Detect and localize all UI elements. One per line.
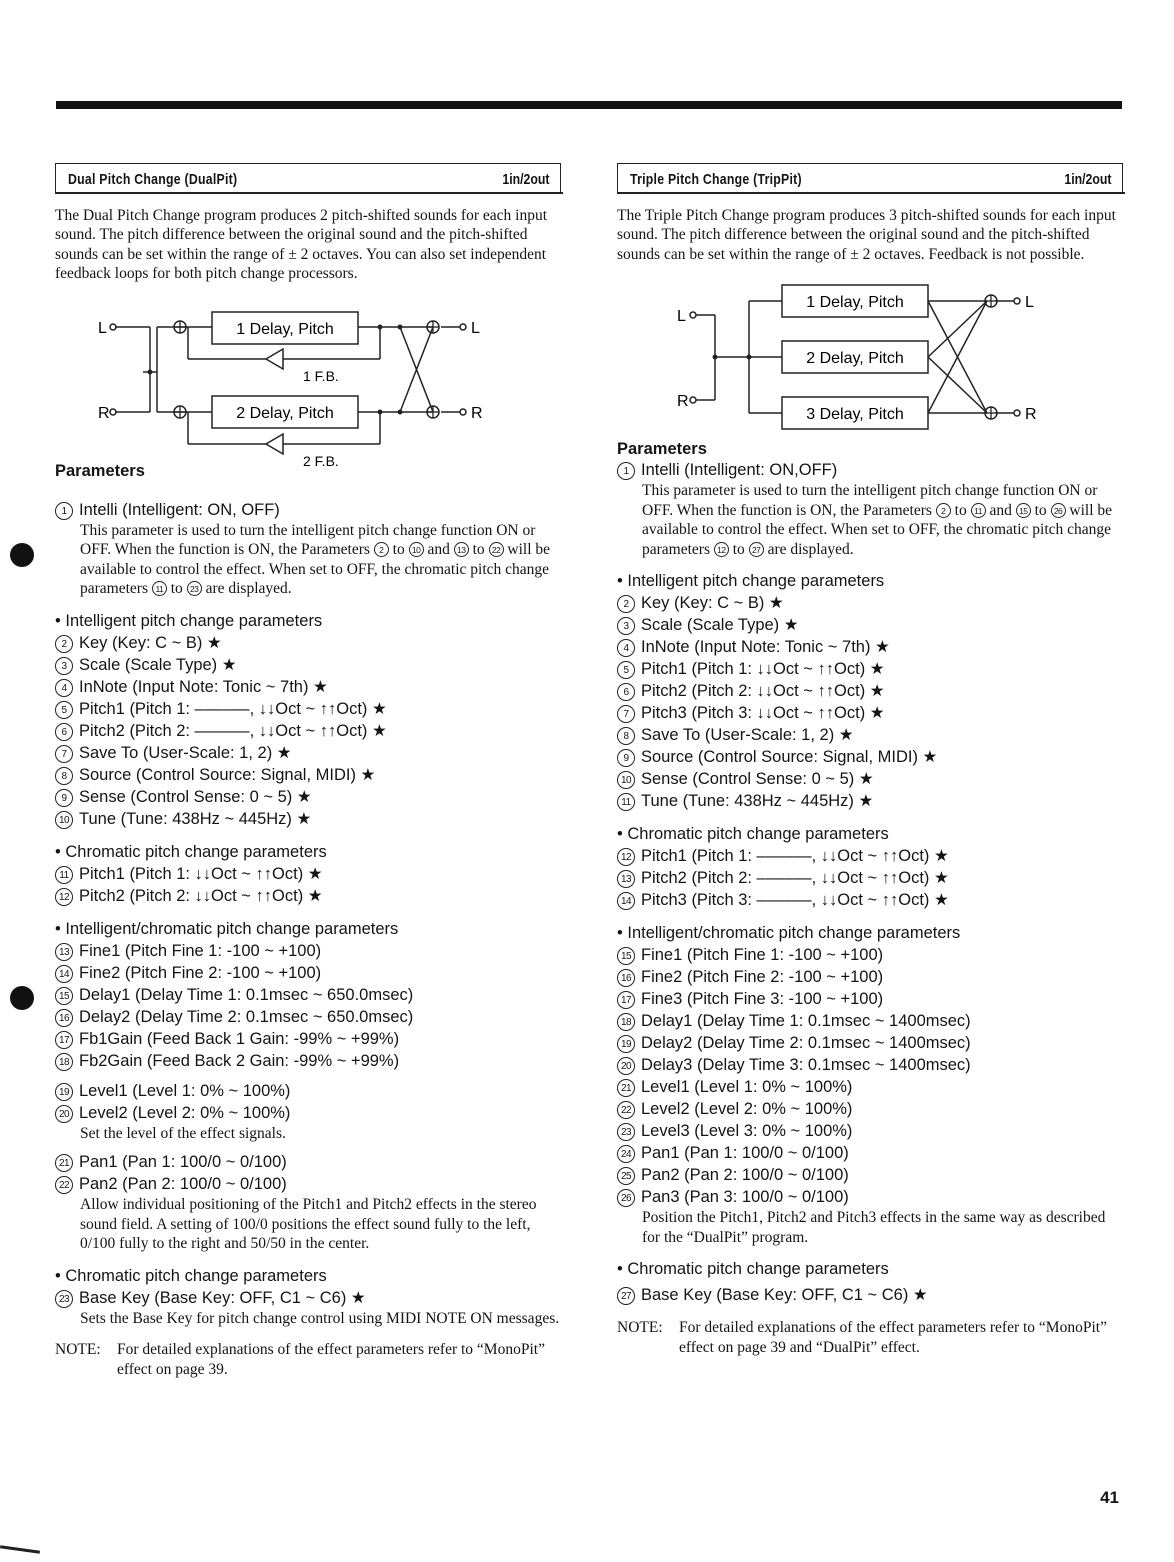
dual-param-12: 12 Pitch2 (Pitch 2: ↓↓Oct ~ ↑↑Oct) ★ bbox=[55, 885, 561, 907]
trippit-intro: The Triple Pitch Change program produces 3 pitch-shifted sounds for each input sound. The pitch difference between the original sound and the pitch-shifted sounds can be set within the range of ± 2 octaves. Feedback is not possible. bbox=[617, 206, 1116, 263]
dual-intelligent-heading: • Intelligent pitch change parameters bbox=[55, 611, 323, 630]
binder-hole-mark bbox=[10, 543, 34, 567]
trip-param-24: 24 Pan1 (Pan 1: 100/0 ~ 0/100) bbox=[617, 1142, 1123, 1164]
trip-param-27: 27 Base Key (Base Key: OFF, C1 ~ C6) ★ bbox=[617, 1284, 1123, 1306]
trippit-title: Triple Pitch Change (TripPit) bbox=[630, 171, 802, 188]
dual-param-15: 15 Delay1 (Delay Time 1: 0.1msec ~ 650.0msec) bbox=[55, 984, 561, 1006]
dual-out-l: L bbox=[471, 319, 480, 337]
trip-param-8: 8 Save To (User-Scale: 1, 2) ★ bbox=[617, 724, 1123, 746]
dual-param-8: 8 Source (Control Source: Signal, MIDI) ★ bbox=[55, 764, 561, 786]
dual-param-1-desc: This parameter is used to turn the intelligent pitch change function ON or OFF. When the function is ON, the Parameters 2 to 10 and 13 to 22 will be available to control the effect. When set to OFF, the chromatic pitch change parameters 11 to 23 are displayed. bbox=[80, 521, 551, 597]
binder-hole-mark bbox=[10, 986, 34, 1010]
trippit-diagram bbox=[617, 276, 1123, 442]
dual-note bbox=[55, 1340, 561, 1379]
trip-in-l: L bbox=[677, 308, 686, 325]
trip-chromatic-heading-2: • Chromatic pitch change parameters bbox=[617, 1260, 889, 1278]
dual-fb2-label: 2 F.B. bbox=[303, 452, 339, 469]
trip-param-17: 17 Fine3 (Pitch Fine 3: -100 ~ +100) bbox=[617, 988, 1123, 1010]
top-rule bbox=[56, 101, 1122, 109]
trip-param-7: 7 Pitch3 (Pitch 3: ↓↓Oct ~ ↑↑Oct) ★ bbox=[617, 702, 1123, 724]
dual-param-19: 19 Level1 (Level 1: 0% ~ 100%) bbox=[55, 1080, 561, 1102]
trip-out-l: L bbox=[1025, 294, 1034, 311]
dual-param-5: 5 Pitch1 (Pitch 1: ––––––, ↓↓Oct ~ ↑↑Oct) ★ bbox=[55, 698, 561, 720]
trip-param-16: 16 Fine2 (Pitch Fine 2: -100 ~ +100) bbox=[617, 966, 1123, 988]
trip-out-r: R bbox=[1025, 406, 1037, 423]
dual-chromatic-heading-2: • Chromatic pitch change parameters bbox=[55, 1266, 327, 1285]
trippit-header bbox=[617, 163, 1123, 192]
trip-pan-desc: Position the Pitch1, Pitch2 and Pitch3 effects in the same way as described for the “DualPit” program. bbox=[642, 1209, 1106, 1246]
dual-chromatic-heading: • Chromatic pitch change parameters bbox=[55, 842, 327, 861]
dualpit-io: 1in/2out bbox=[502, 171, 550, 188]
output-terminal-icon bbox=[460, 324, 466, 330]
trip-param-14: 14 Pitch3 (Pitch 3: ––––––, ↓↓Oct ~ ↑↑Oct) ★ bbox=[617, 889, 1123, 911]
trip-chromatic-heading: • Chromatic pitch change parameters bbox=[617, 825, 889, 843]
dual-param-18: 18 Fb2Gain (Feed Back 2 Gain: -99% ~ +99%) bbox=[55, 1050, 561, 1072]
trip-param-6: 6 Pitch2 (Pitch 2: ↓↓Oct ~ ↑↑Oct) ★ bbox=[617, 680, 1123, 702]
trip-param-18: 18 Delay1 (Delay Time 1: 0.1msec ~ 1400msec) bbox=[617, 1010, 1123, 1032]
trip-param-1-desc: This parameter is used to turn the intelligent pitch change function ON or OFF. When the function is ON, the Parameters 2 to 11 and 15 to 26 will be available to control the effect. When set to OFF, the chromatic pitch change parameters 12 to 27 are displayed. bbox=[642, 482, 1113, 558]
trip-param-26: 26 Pan3 (Pan 3: 100/0 ~ 0/100) bbox=[617, 1186, 1123, 1208]
trip-param-10: 10 Sense (Control Sense: 0 ~ 5) ★ bbox=[617, 768, 1123, 790]
dual-param-2: 2 Key (Key: C ~ B) ★ bbox=[55, 632, 561, 654]
trip-param-3: 3 Scale (Scale Type) ★ bbox=[617, 614, 1123, 636]
dual-param-9: 9 Sense (Control Sense: 0 ~ 5) ★ bbox=[55, 786, 561, 808]
trip-param-9: 9 Source (Control Source: Signal, MIDI) ★ bbox=[617, 746, 1123, 768]
input-terminal-icon bbox=[690, 397, 696, 403]
dual-param-13: 13 Fine1 (Pitch Fine 1: -100 ~ +100) bbox=[55, 940, 561, 962]
dual-param-14: 14 Fine2 (Pitch Fine 2: -100 ~ +100) bbox=[55, 962, 561, 984]
dual-block-1-label: 1 Delay, Pitch bbox=[236, 320, 334, 338]
input-terminal-icon bbox=[690, 312, 696, 318]
trip-param-2: 2 Key (Key: C ~ B) ★ bbox=[617, 592, 1123, 614]
output-terminal-icon bbox=[460, 409, 466, 415]
trip-param-21: 21 Level1 (Level 1: 0% ~ 100%) bbox=[617, 1076, 1123, 1098]
output-terminal-icon bbox=[1014, 298, 1020, 304]
dual-param-1: 1 Intelli (Intelligent: ON, OFF) bbox=[55, 499, 561, 521]
dual-level-desc: Set the level of the effect signals. bbox=[80, 1124, 286, 1142]
dual-out-r: R bbox=[471, 404, 483, 422]
page-number: 41 bbox=[1100, 1488, 1119, 1507]
trip-param-19: 19 Delay2 (Delay Time 2: 0.1msec ~ 1400msec) bbox=[617, 1032, 1123, 1054]
header-rule bbox=[617, 192, 1125, 194]
dual-pan-desc: Allow individual positioning of the Pitch1 and Pitch2 effects in the stereo sound field. A setting of 100/0 positions the effect sound fully to the left, 0/100 fully to the right and 50/50 in the center. bbox=[80, 1196, 537, 1252]
dual-param-6: 6 Pitch2 (Pitch 2: ––––––, ↓↓Oct ~ ↑↑Oct) ★ bbox=[55, 720, 561, 742]
trip-param-22: 22 Level2 (Level 2: 0% ~ 100%) bbox=[617, 1098, 1123, 1120]
dual-in-l: L bbox=[98, 319, 107, 337]
trippit-parameters-heading: Parameters bbox=[617, 440, 707, 458]
trip-param-5: 5 Pitch1 (Pitch 1: ↓↓Oct ~ ↑↑Oct) ★ bbox=[617, 658, 1123, 680]
dual-ic-heading: • Intelligent/chromatic pitch change parameters bbox=[55, 919, 399, 938]
trippit-io: 1in/2out bbox=[1064, 171, 1112, 188]
header-rule bbox=[55, 192, 563, 194]
dual-fb1-label: 1 F.B. bbox=[303, 367, 339, 384]
dualpit-parameters-heading: Parameters bbox=[55, 461, 145, 480]
feedback-amp-icon bbox=[266, 349, 283, 369]
trip-param-13: 13 Pitch2 (Pitch 2: ––––––, ↓↓Oct ~ ↑↑Oct) ★ bbox=[617, 867, 1123, 889]
trip-param-12: 12 Pitch1 (Pitch 1: ––––––, ↓↓Oct ~ ↑↑Oct) ★ bbox=[617, 845, 1123, 867]
dual-in-r: R bbox=[98, 404, 110, 422]
trip-param-1: 1 Intelli (Intelligent: ON,OFF) bbox=[617, 459, 1123, 481]
trip-block-2-label: 2 Delay, Pitch bbox=[806, 350, 904, 367]
trip-param-23: 23 Level3 (Level 3: 0% ~ 100%) bbox=[617, 1120, 1123, 1142]
dual-param-16: 16 Delay2 (Delay Time 2: 0.1msec ~ 650.0msec) bbox=[55, 1006, 561, 1028]
dual-param-7: 7 Save To (User-Scale: 1, 2) ★ bbox=[55, 742, 561, 764]
output-terminal-icon bbox=[1014, 410, 1020, 416]
dual-param-23: 23 Base Key (Base Key: OFF, C1 ~ C6) ★ bbox=[55, 1287, 561, 1309]
feedback-amp-icon bbox=[266, 434, 283, 454]
dual-param-10: 10 Tune (Tune: 438Hz ~ 445Hz) ★ bbox=[55, 808, 561, 830]
dual-note-text: For detailed explanations of the effect parameters refer to “MonoPit” effect on page 39. bbox=[117, 1341, 545, 1378]
dual-basekey-desc: Sets the Base Key for pitch change control using MIDI NOTE ON messages. bbox=[80, 1309, 560, 1327]
trip-param-11: 11 Tune (Tune: 438Hz ~ 445Hz) ★ bbox=[617, 790, 1123, 812]
dual-block-2-label: 2 Delay, Pitch bbox=[236, 404, 334, 422]
dualpit-intro: The Dual Pitch Change program produces 2 pitch-shifted sounds for each input sound. The pitch difference between the original sound and the pitch-shifted sounds can be set within the range of ± 2 octaves. You can also set independent feedback loops for both pitch change processors. bbox=[55, 206, 548, 282]
dualpit-title: Dual Pitch Change (DualPit) bbox=[68, 171, 238, 188]
trip-note-text: For detailed explanations of the effect parameters refer to “MonoPit” effect on page 39 and “DualPit” effect. bbox=[679, 1319, 1107, 1356]
trip-param-25: 25 Pan2 (Pan 2: 100/0 ~ 0/100) bbox=[617, 1164, 1123, 1186]
dualpit-header bbox=[55, 163, 561, 192]
trip-note-label: NOTE: bbox=[617, 1319, 663, 1336]
trip-block-3-label: 3 Delay, Pitch bbox=[806, 406, 904, 423]
trip-block-1-label: 1 Delay, Pitch bbox=[806, 294, 904, 311]
dual-param-22: 22 Pan2 (Pan 2: 100/0 ~ 0/100) bbox=[55, 1173, 561, 1195]
dual-param-20: 20 Level2 (Level 2: 0% ~ 100%) bbox=[55, 1102, 561, 1124]
scan-mark bbox=[0, 1545, 40, 1554]
dual-param-11: 11 Pitch1 (Pitch 1: ↓↓Oct ~ ↑↑Oct) ★ bbox=[55, 863, 561, 885]
dualpit-diagram bbox=[55, 294, 561, 474]
dualpit-column bbox=[55, 163, 561, 1379]
dual-param-3: 3 Scale (Scale Type) ★ bbox=[55, 654, 561, 676]
dual-param-21: 21 Pan1 (Pan 1: 100/0 ~ 0/100) bbox=[55, 1151, 561, 1173]
trip-note bbox=[617, 1318, 1123, 1357]
trip-in-r: R bbox=[677, 393, 689, 410]
trip-ic-heading: • Intelligent/chromatic pitch change parameters bbox=[617, 924, 961, 942]
dual-param-4: 4 InNote (Input Note: Tonic ~ 7th) ★ bbox=[55, 676, 561, 698]
trippit-column bbox=[617, 163, 1123, 1357]
trip-param-4: 4 InNote (Input Note: Tonic ~ 7th) ★ bbox=[617, 636, 1123, 658]
dual-note-label: NOTE: bbox=[55, 1341, 101, 1358]
dual-param-17: 17 Fb1Gain (Feed Back 1 Gain: -99% ~ +99%) bbox=[55, 1028, 561, 1050]
trip-param-20: 20 Delay3 (Delay Time 3: 0.1msec ~ 1400msec) bbox=[617, 1054, 1123, 1076]
trip-intelligent-heading: • Intelligent pitch change parameters bbox=[617, 572, 885, 590]
trip-param-15: 15 Fine1 (Pitch Fine 1: -100 ~ +100) bbox=[617, 944, 1123, 966]
